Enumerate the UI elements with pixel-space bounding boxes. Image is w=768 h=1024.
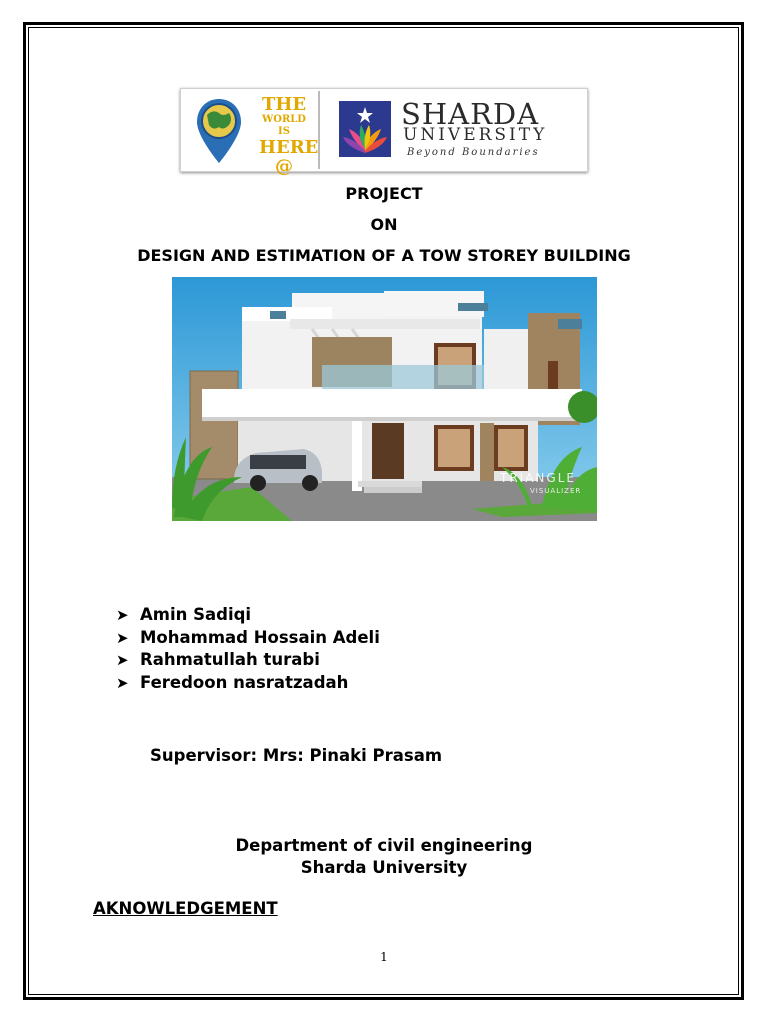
tagline: Beyond Boundaries	[407, 147, 540, 158]
sharda-name: SHARDA	[401, 97, 540, 131]
heading-on: ON	[370, 215, 398, 234]
logo-at: @	[275, 156, 293, 177]
page-number: 1	[380, 950, 388, 964]
supervisor-line: Supervisor: Mrs: Pinaki Prasam	[150, 746, 443, 765]
department-name: Department of civil engineering	[235, 836, 533, 855]
world-is-here-text	[259, 94, 319, 177]
heading-project: PROJECT	[345, 184, 423, 203]
sharda-emblem-icon	[339, 101, 391, 157]
member-name: Feredoon nasratzadah	[140, 672, 349, 692]
member-name: Rahmatullah turabi	[140, 650, 320, 669]
building-photo	[172, 277, 597, 521]
arrow-bullet-icon: ➤	[116, 628, 129, 647]
university-word: UNIVERSITY	[403, 125, 548, 145]
project-title: DESIGN AND ESTIMATION OF A TOW STOREY BUILDING	[137, 246, 631, 265]
logo-banner	[180, 88, 588, 177]
member-name: Amin Sadiqi	[140, 605, 252, 624]
list-item	[116, 604, 380, 627]
arrow-bullet-icon: ➤	[116, 606, 129, 624]
list-item	[116, 649, 380, 672]
member-list	[116, 604, 380, 694]
arrow-bullet-icon: ➤	[116, 673, 129, 692]
logo-the: THE	[261, 94, 307, 115]
list-item	[116, 672, 380, 695]
logo-here: HERE	[259, 137, 319, 158]
university-name: Sharda University	[300, 858, 468, 877]
acknowledgement-heading: AKNOWLEDGEMENT	[93, 899, 278, 918]
watermark-visualizer: VISUALIZER	[530, 487, 582, 495]
watermark-triangle: TRIANGLE	[500, 471, 576, 485]
member-name: Mohammad Hossain Adeli	[140, 627, 380, 647]
list-item	[116, 627, 380, 650]
logo-divider	[318, 91, 320, 169]
world-pin-icon	[195, 97, 243, 165]
logo-world-is: WORLD IS	[262, 114, 306, 137]
arrow-bullet-icon: ➤	[116, 651, 129, 669]
